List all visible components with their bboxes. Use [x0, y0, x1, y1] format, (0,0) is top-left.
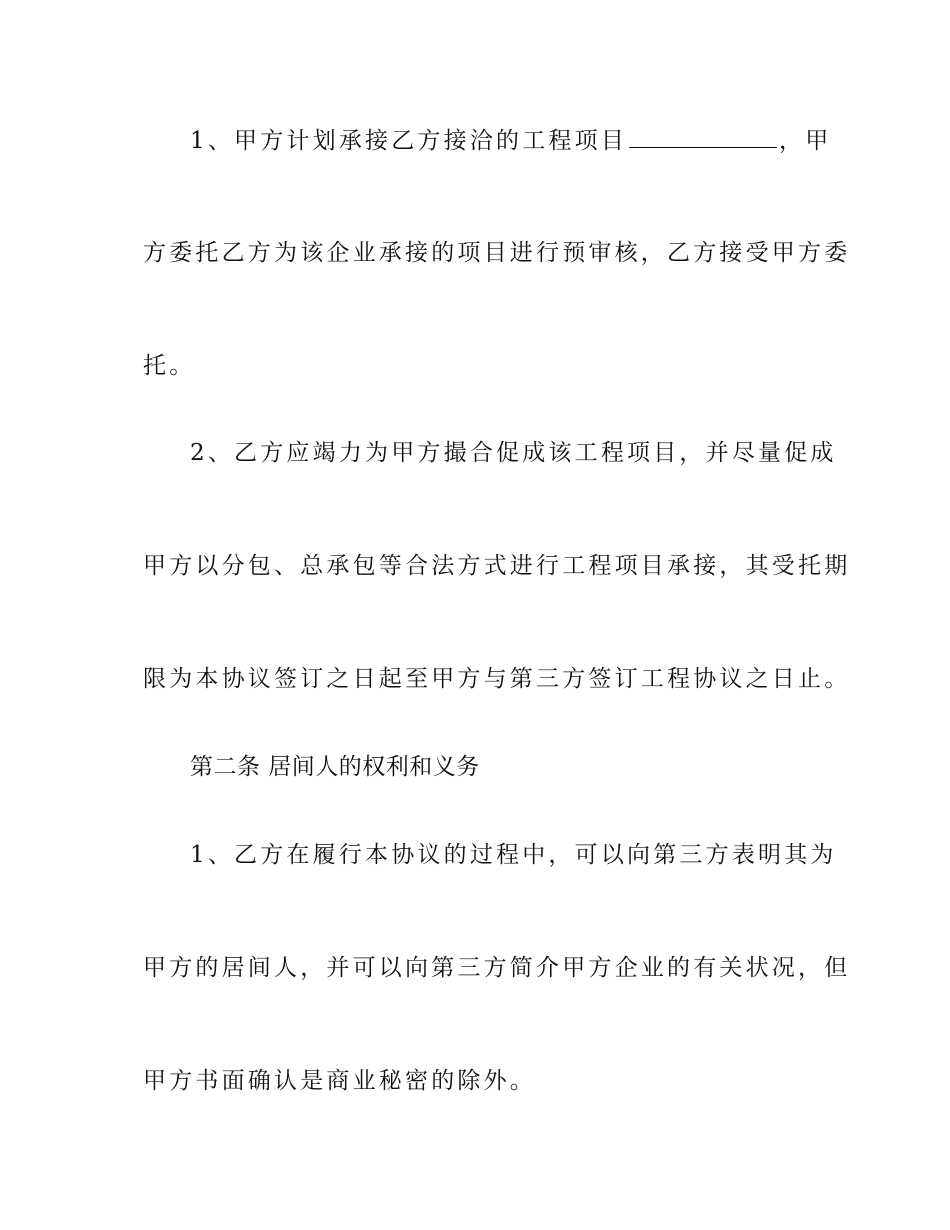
paragraph-line: 甲方书面确认是商业秘密的除外。 — [143, 1068, 536, 1094]
paragraph-line: 甲方的居间人，并可以向第三方简介甲方企业的有关状况，但 — [143, 955, 851, 981]
fill-in-blank — [629, 129, 777, 148]
text-segment: 1、甲方计划承接乙方接洽的工程项目 — [190, 128, 628, 154]
section-heading: 第二条 居间人的权利和义务 — [190, 754, 480, 780]
paragraph-line: 托。 — [143, 353, 196, 379]
paragraph-line: 甲方以分包、总承包等合法方式进行工程项目承接，其受托期 — [143, 553, 851, 579]
paragraph-line: 1、乙方在履行本协议的过程中，可以向第三方表明其为 — [190, 842, 837, 868]
paragraph-line: 限为本协议签订之日起至甲方与第三方签订工程协议之日止。 — [143, 666, 851, 692]
paragraph-line — [190, 129, 831, 153]
paragraph-line: 方委托乙方为该企业承接的项目进行预审核，乙方接受甲方委 — [143, 240, 851, 266]
paragraph-line: 2、乙方应竭力为甲方撮合促成该工程项目，并尽量促成 — [190, 440, 837, 466]
text-segment: ，甲 — [779, 128, 832, 154]
